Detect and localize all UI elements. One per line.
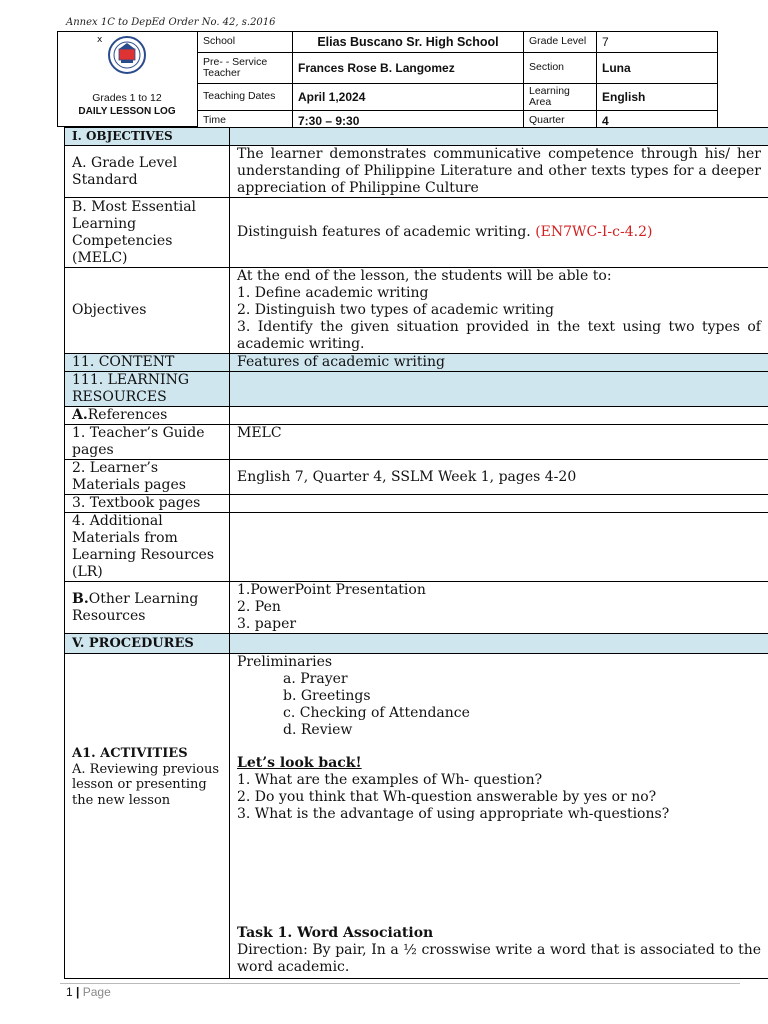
learners-materials-text: English 7, Quarter 4, SSLM Week 1, pages 4-20: [230, 460, 768, 495]
prelim-item: c. Checking of Attendance: [283, 705, 470, 721]
additional-materials-blank: [230, 513, 768, 582]
grades-box: [57, 92, 197, 117]
prelim-item: b. Greetings: [283, 688, 371, 704]
resources-title-blank: [230, 372, 768, 407]
annex-reference: Annex 1C to DepEd Order No. 42, s.2016: [66, 17, 276, 28]
quarter-value: 4: [597, 111, 718, 132]
teachers-guide-label: 1. Teacher’s Guide pages: [65, 425, 230, 460]
objective-item: 3. Identify the given situation provided in the text using two types of academic writing.: [237, 319, 761, 352]
objectives-title: I. OBJECTIVES: [65, 128, 230, 146]
task-title: Task 1. Word Association: [237, 925, 434, 941]
question-item: 3. What is the advantage of using appropriate wh-questions?: [237, 806, 670, 822]
dates-value: April 1,2024: [293, 84, 524, 111]
references-cell: [65, 407, 230, 425]
logo-mark: x: [97, 35, 103, 45]
grade-standard-label: A. Grade Level Standard: [65, 146, 230, 198]
objective-item: 2. Distinguish two types of academic writing: [237, 302, 554, 318]
prelim-item: a. Prayer: [283, 671, 348, 687]
look-back-heading: Let’s look back!: [237, 755, 362, 771]
melc-cell: [230, 198, 768, 268]
other-resource-item: 1.PowerPoint Presentation: [237, 582, 426, 598]
footer-divider: [60, 983, 740, 984]
section-label: Section: [524, 53, 597, 84]
content-text: Features of academic writing: [230, 354, 768, 372]
objectives-label: Objectives: [65, 268, 230, 354]
school-value: Elias Buscano Sr. High School: [293, 32, 524, 53]
page-label: Page: [82, 985, 111, 999]
other-resources-label: Other Learning Resources: [72, 590, 199, 624]
objective-item: 1. Define academic writing: [237, 285, 429, 301]
header-table: [197, 31, 718, 132]
teacher-value: Frances Rose B. Langomez: [293, 53, 524, 84]
references-blank: [230, 407, 768, 425]
deped-seal-icon: [104, 35, 150, 75]
area-value: English: [597, 84, 718, 111]
question-item: 1. What are the examples of Wh- question?: [237, 772, 543, 788]
grade-label: Grade Level: [524, 32, 597, 53]
references-prefix: A.: [72, 407, 88, 423]
objectives-title-blank: [230, 128, 768, 146]
melc-code: (EN7WC-I-c-4.2): [535, 224, 653, 240]
grades-label: Grades 1 to 12: [92, 92, 162, 104]
grade-value: 7: [597, 32, 718, 53]
school-label: School: [198, 32, 293, 53]
activities-title: A1. ACTIVITIES: [72, 746, 188, 761]
procedures-title: V. PROCEDURES: [65, 634, 230, 654]
dll-label: DAILY LESSON LOG: [78, 106, 176, 117]
page-footer: [66, 985, 111, 999]
melc-text: Distinguish features of academic writing.: [237, 224, 531, 240]
other-resource-item: 2. Pen: [237, 599, 281, 615]
section-value: Luna: [597, 53, 718, 84]
page-number: 1: [66, 985, 73, 999]
dates-label: Teaching Dates: [198, 84, 293, 111]
other-resources-cell: [65, 582, 230, 634]
teacher-label: Pre- - Service Teacher: [198, 53, 293, 84]
other-resource-item: 3. paper: [237, 616, 297, 632]
melc-label: B. Most Essential Learning Competencies (MELC): [65, 198, 230, 268]
time-label: Time: [198, 111, 293, 132]
resources-title: 111. LEARNING RESOURCES: [65, 372, 230, 407]
learners-materials-label: 2. Learner’s Materials pages: [65, 460, 230, 495]
teachers-guide-text: MELC: [230, 425, 768, 460]
additional-materials-label: 4. Additional Materials from Learning Resources (LR): [65, 513, 230, 582]
grade-standard-text: The learner demonstrates communicative competence through his/ her understanding of Philippine Literature and other texts types for a deeper appreciation of Philippine Culture: [230, 146, 768, 198]
objectives-cell: [230, 268, 768, 354]
lesson-table: [64, 127, 768, 979]
quarter-label: Quarter: [524, 111, 597, 132]
textbook-label: 3. Textbook pages: [65, 495, 230, 513]
objectives-intro: At the end of the lesson, the students will be able to:: [237, 268, 612, 284]
procedures-title-blank: [230, 634, 768, 654]
question-item: 2. Do you think that Wh-question answerable by yes or no?: [237, 789, 657, 805]
content-label: 11. CONTENT: [65, 354, 230, 372]
area-label: Learning Area: [524, 84, 597, 111]
textbook-blank: [230, 495, 768, 513]
activities-cell: [65, 654, 230, 979]
references-label: References: [87, 407, 168, 423]
page-separator: |: [76, 985, 80, 999]
other-resources-prefix: B.: [72, 590, 89, 607]
activities-sub: A. Reviewing previous lesson or presenting the new lesson: [72, 761, 220, 808]
time-value: 7:30 – 9:30: [293, 111, 524, 132]
prelim-item: d. Review: [283, 722, 353, 738]
activities-content: [230, 654, 768, 979]
other-resources-list: [230, 582, 768, 634]
preliminaries-label: Preliminaries: [237, 654, 333, 670]
task-text: Direction: By pair, In a ½ crosswise write a word that is associated to the word academic.: [237, 942, 761, 975]
